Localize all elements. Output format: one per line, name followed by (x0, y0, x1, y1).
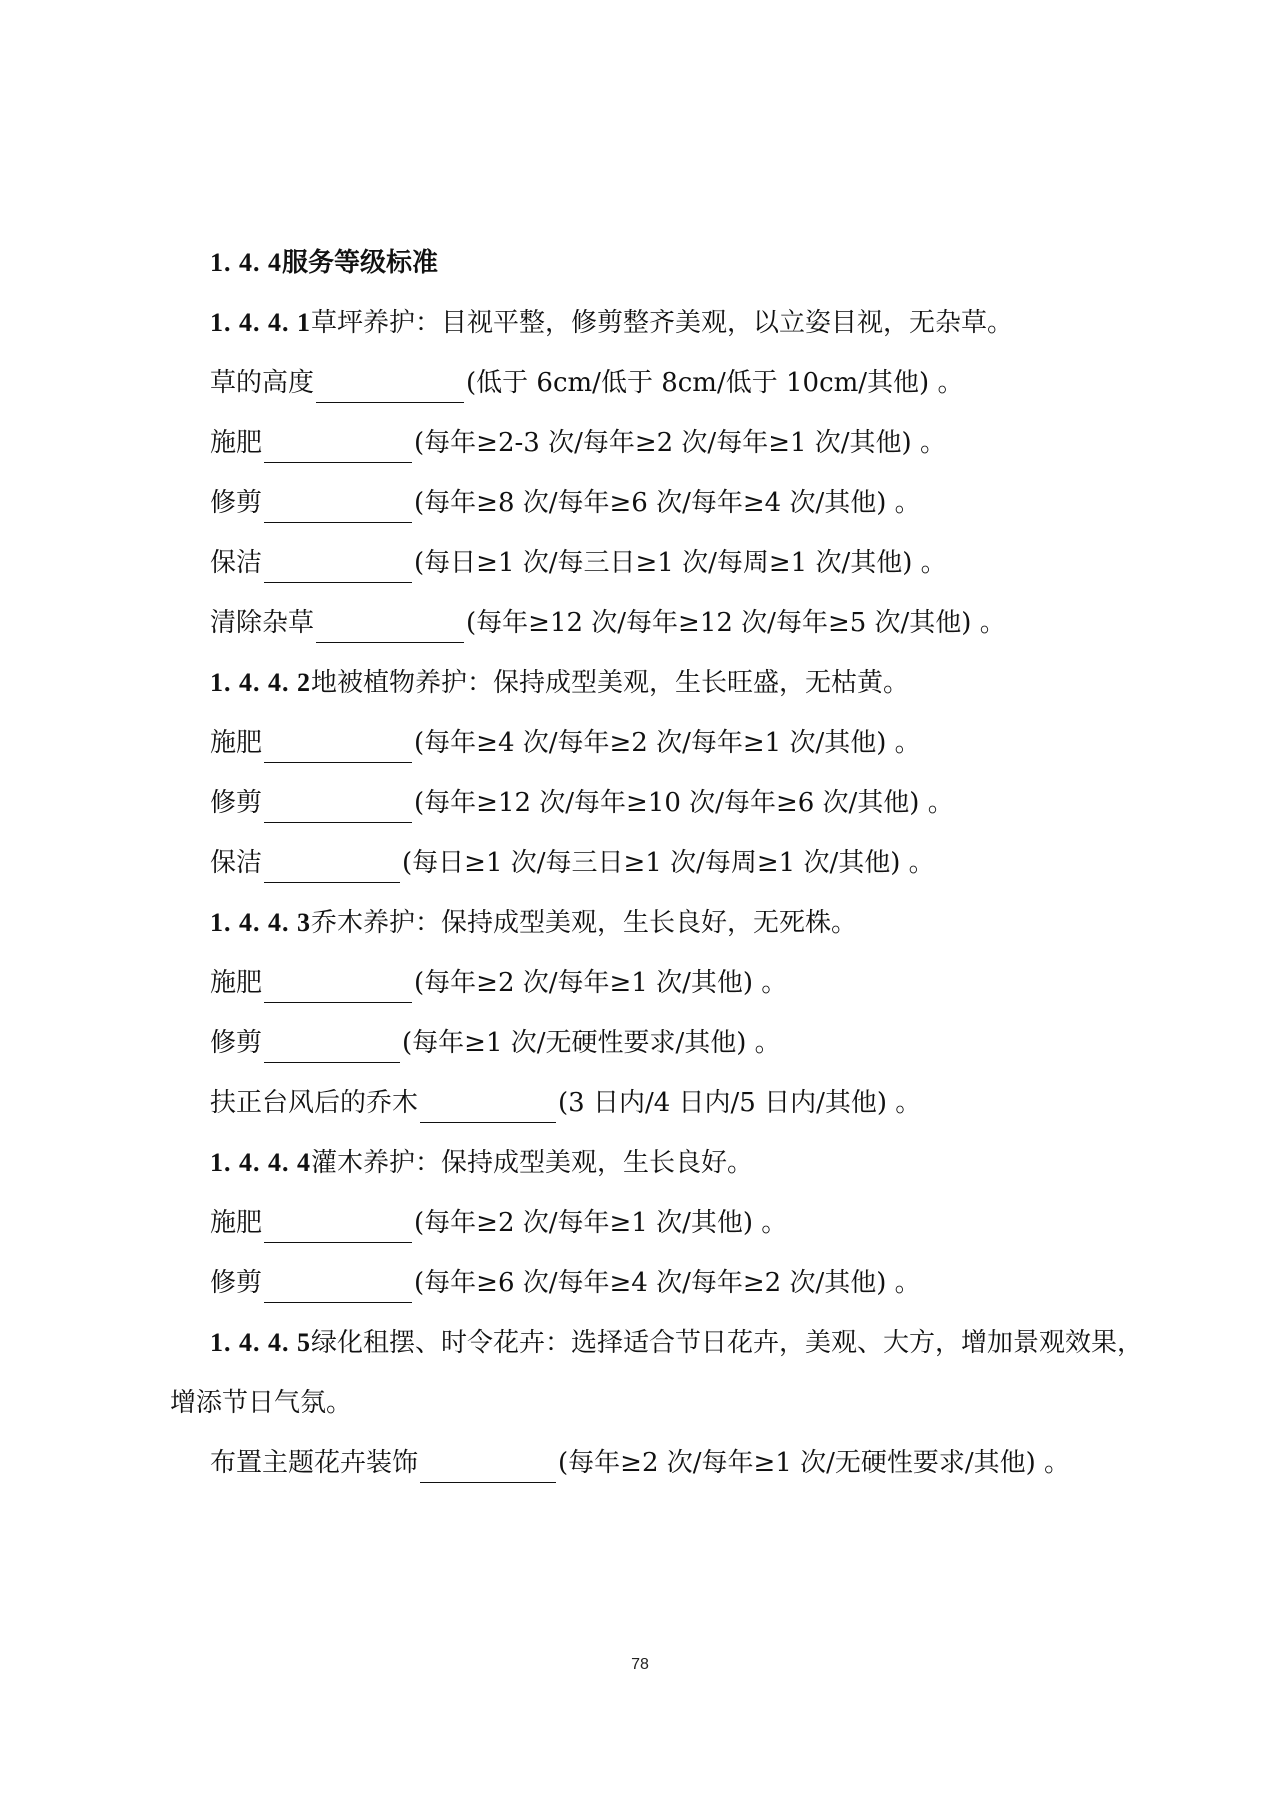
field-options: (每日≥1 次/每三日≥1 次/每周≥1 次/其他) 。 (414, 548, 947, 578)
item-title: 草坪养护： (311, 308, 442, 338)
field-row (210, 483, 921, 523)
field-options: (低于 6cm/低于 8cm/低于 10cm/其他) 。 (466, 368, 964, 398)
field-row (210, 1203, 787, 1243)
item-number: 1. 4. 4. 3 (210, 908, 311, 937)
field-options: (每年≥12 次/每年≥12 次/每年≥5 次/其他) 。 (466, 608, 1006, 638)
item-heading-lawn (210, 303, 1013, 343)
item-description: 保持成型美观，生长旺盛，无枯黄。 (493, 668, 910, 698)
field-row (210, 1263, 921, 1303)
item-heading-shrubs (210, 1143, 753, 1183)
item-description-continued (170, 1383, 352, 1423)
item-heading-groundcover (210, 663, 909, 703)
field-row (210, 603, 1006, 643)
field-row (210, 1443, 1070, 1483)
fill-in-blank[interactable] (264, 852, 400, 883)
item-heading-trees (210, 903, 857, 943)
field-row (210, 363, 963, 403)
section-number: 1. 4. 4 (210, 248, 282, 277)
item-number: 1. 4. 4. 1 (210, 308, 311, 337)
field-options: (3 日内/4 日内/5 日内/其他) 。 (558, 1088, 922, 1118)
field-row (210, 843, 935, 883)
field-options: (每年≥2-3 次/每年≥2 次/每年≥1 次/其他) 。 (414, 428, 946, 458)
item-title: 乔木养护： (311, 908, 442, 938)
item-title: 灌木养护： (311, 1148, 442, 1178)
field-label: 清除杂草 (210, 608, 315, 638)
field-options: (每年≥2 次/每年≥1 次/其他) 。 (414, 968, 788, 998)
field-row (210, 1023, 781, 1063)
item-description: 保持成型美观，生长良好，无死株。 (441, 908, 858, 938)
fill-in-blank[interactable] (264, 1272, 412, 1303)
item-description: 保持成型美观，生长良好。 (441, 1148, 754, 1178)
field-row (210, 783, 954, 823)
fill-in-blank[interactable] (420, 1092, 556, 1123)
fill-in-blank[interactable] (420, 1452, 556, 1483)
page-number: 78 (631, 1656, 649, 1673)
item-description: 目视平整，修剪整齐美观，以立姿目视，无杂草。 (441, 308, 1014, 338)
fill-in-blank[interactable] (316, 372, 464, 403)
item-description-cont: 增添节日气氛。 (170, 1388, 353, 1418)
fill-in-blank[interactable] (264, 732, 412, 763)
field-label: 草的高度 (210, 368, 315, 398)
field-label: 扶正台风后的乔木 (210, 1088, 419, 1118)
fill-in-blank[interactable] (264, 972, 412, 1003)
field-label: 修剪 (210, 1268, 263, 1298)
field-label: 施肥 (210, 728, 263, 758)
fill-in-blank[interactable] (264, 792, 412, 823)
field-row (210, 723, 921, 763)
field-options: (每年≥2 次/每年≥1 次/其他) 。 (414, 1208, 788, 1238)
item-title: 绿化租摆、时令花卉： (311, 1328, 572, 1358)
field-row (210, 423, 946, 463)
item-heading-floral (210, 1323, 1143, 1363)
field-options: (每年≥12 次/每年≥10 次/每年≥6 次/其他) 。 (414, 788, 954, 818)
item-number: 1. 4. 4. 2 (210, 668, 311, 697)
field-label: 保洁 (210, 848, 263, 878)
fill-in-blank[interactable] (264, 432, 412, 463)
field-options: (每年≥2 次/每年≥1 次/无硬性要求/其他) 。 (558, 1448, 1071, 1478)
field-label: 修剪 (210, 788, 263, 818)
fill-in-blank[interactable] (264, 1212, 412, 1243)
field-label: 修剪 (210, 1028, 263, 1058)
fill-in-blank[interactable] (264, 552, 412, 583)
field-label: 修剪 (210, 488, 263, 518)
section-heading (210, 243, 438, 283)
field-options: (每年≥6 次/每年≥4 次/每年≥2 次/其他) 。 (414, 1268, 921, 1298)
field-options: (每年≥4 次/每年≥2 次/每年≥1 次/其他) 。 (414, 728, 921, 758)
item-description: 选择适合节日花卉，美观、大方，增加景观效果， (571, 1328, 1144, 1358)
field-row (210, 1083, 921, 1123)
field-label: 施肥 (210, 428, 263, 458)
field-label: 布置主题花卉装饰 (210, 1448, 419, 1478)
field-row (210, 963, 787, 1003)
field-row (210, 543, 947, 583)
field-label: 施肥 (210, 1208, 263, 1238)
field-options: (每年≥1 次/无硬性要求/其他) 。 (402, 1028, 781, 1058)
fill-in-blank[interactable] (264, 1032, 400, 1063)
fill-in-blank[interactable] (264, 492, 412, 523)
item-number: 1. 4. 4. 5 (210, 1328, 311, 1357)
field-label: 施肥 (210, 968, 263, 998)
field-options: (每年≥8 次/每年≥6 次/每年≥4 次/其他) 。 (414, 488, 921, 518)
fill-in-blank[interactable] (316, 612, 464, 643)
item-number: 1. 4. 4. 4 (210, 1148, 311, 1177)
field-label: 保洁 (210, 548, 263, 578)
item-title: 地被植物养护： (311, 668, 494, 698)
section-title: 服务等级标准 (282, 248, 439, 278)
field-options: (每日≥1 次/每三日≥1 次/每周≥1 次/其他) 。 (402, 848, 935, 878)
